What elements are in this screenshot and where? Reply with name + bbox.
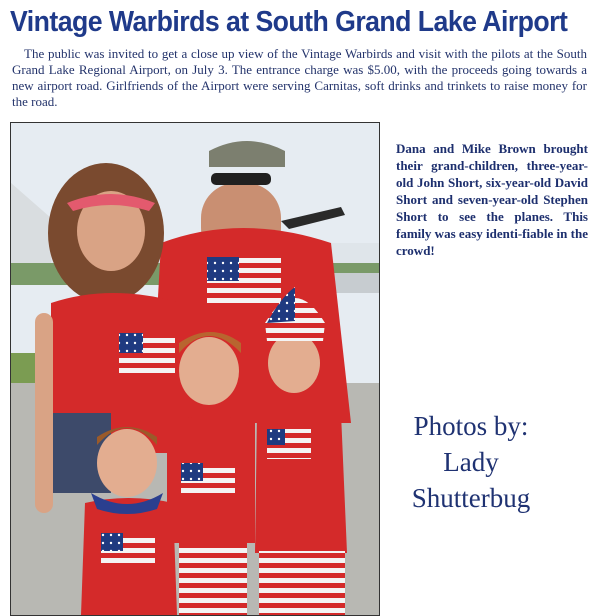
photo-credit-line-3: Shutterbug (411, 483, 531, 513)
photo-credit-line-1: Photos by: (413, 411, 529, 441)
article-headline: Vintage Warbirds at South Grand Lake Airport (10, 6, 568, 38)
article-intro: The public was invited to get a close up view of the Vintage Warbirds and visit with the pilots at the South Grand Lake Regional Airport, on July 3. The entrance charge was $5.00, with the proceeds going towards a new airport road. Girlfriends of the Airport were serving Carnitas, soft drinks and trinkets to raise money for the road. (12, 46, 587, 109)
family-photo-illustration (11, 123, 379, 615)
photo-credit-line-2: Lady (443, 447, 499, 477)
photo-caption: Dana and Mike Brown brought their grand-children, three-year-old John Short, six-year-old David Short and seven-year-old Stephen Short to see the planes. This family was easy identi-fiable in the crowd! (396, 141, 588, 258)
family-photo (10, 122, 380, 616)
photo-credit (396, 408, 546, 516)
